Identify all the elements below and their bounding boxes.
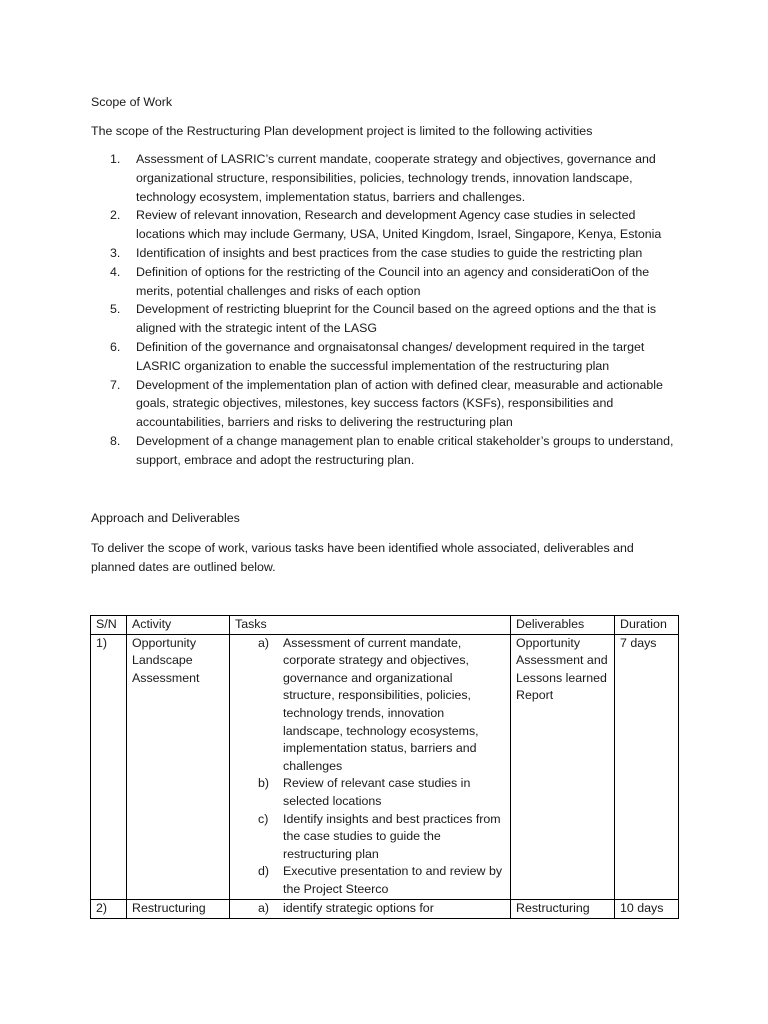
task-text: Identify insights and best practices from the case studies to guide the restructuring plan	[283, 811, 501, 861]
task-item	[235, 635, 505, 776]
scope-item	[91, 263, 681, 301]
header-duration: Duration	[615, 616, 679, 635]
list-text: Assessment of LASRIC’s current mandate, cooperate strategy and objectives, governance and organizational structure, responsibilities, policies, technology trends, innovation landscape, technology ecosystem, implementation status, barriers and challenges.	[136, 152, 656, 204]
list-text: Definition of options for the restricting of the Council into an agency and consideratiOon of the merits, potential challenges and risks of each option	[136, 264, 650, 298]
header-tasks: Tasks	[230, 616, 511, 635]
cell-activity: Restructuring	[127, 899, 230, 918]
table-header-row	[91, 616, 679, 635]
task-list	[235, 900, 505, 918]
task-text: Assessment of current mandate, corporate strategy and objectives, governance and organizational structure, responsibilities, policies, technology trends, innovation landscape, technology ecosystems, implementation status, barriers and challenges	[283, 635, 479, 773]
list-text: Identification of insights and best practices from the case studies to guide the restricting plan	[136, 245, 643, 260]
scope-item	[91, 300, 681, 338]
header-deliverables: Deliverables	[511, 616, 615, 635]
list-number: 7.	[110, 377, 121, 392]
list-number: 1.	[110, 152, 121, 166]
scope-intro: The scope of the Restructuring Plan development project is limited to the following activities	[91, 124, 593, 138]
header-sn: S/N	[91, 616, 127, 635]
list-number: 4.	[110, 264, 121, 279]
task-item	[235, 811, 505, 864]
scope-item	[91, 150, 681, 206]
task-letter: c)	[258, 811, 269, 826]
list-text: Development of a change management plan to enable critical stakeholder’s groups to understand, support, embrace and adopt the restructuring plan.	[136, 433, 674, 467]
list-text: Review of relevant innovation, Research and development Agency case studies in selected locations which may include Germany, USA, United Kingdom, Israel, Singapore, Kenya, Estonia	[136, 208, 662, 242]
scope-item	[91, 376, 681, 432]
list-text: Definition of the governance and orgnaisatonsal changes/ development required in the target LASRIC organization to enable the successful implementation of the restructuring plan	[136, 339, 645, 373]
list-number: 5.	[110, 302, 121, 317]
list-number: 6.	[110, 339, 121, 354]
task-item	[235, 863, 505, 898]
cell-tasks	[230, 634, 511, 899]
task-letter: b)	[258, 776, 270, 791]
scope-item	[91, 432, 681, 470]
approach-heading: Approach and Deliverables	[91, 511, 240, 525]
task-letter: a)	[258, 635, 270, 650]
scope-list	[91, 150, 681, 470]
scope-item	[91, 244, 681, 263]
task-letter: a)	[258, 900, 270, 915]
list-text: Development of restricting blueprint for the Council based on the agreed options and the that is aligned with the strategic intent of the LASG	[136, 302, 657, 336]
scope-item	[91, 206, 681, 244]
cell-sn: 1)	[91, 634, 127, 899]
scope-item	[91, 338, 681, 376]
cell-duration: 7 days	[615, 634, 679, 899]
cell-deliverables: Restructuring	[511, 899, 615, 918]
cell-activity: Opportunity Landscape Assessment	[127, 634, 230, 899]
task-text: Review of relevant case studies in selected locations	[283, 776, 471, 808]
table-row	[91, 634, 679, 899]
task-letter: d)	[258, 864, 270, 879]
approach-intro: To deliver the scope of work, various tasks have been identified whole associated, deliverables and planned dates are outlined below.	[91, 541, 634, 574]
table-row	[91, 899, 679, 918]
task-item	[235, 775, 505, 810]
list-number: 8.	[110, 433, 121, 448]
list-number: 3.	[110, 245, 121, 260]
cell-deliverables: Opportunity Assessment and Lessons learned Report	[511, 634, 615, 899]
list-number: 2.	[110, 208, 121, 223]
task-list	[235, 635, 505, 899]
list-text: Development of the implementation plan of action with defined clear, measurable and actionable goals, strategic objectives, milestones, key success factors (KSFs), responsibilities and accountabilities, barriers and risks to delivering the restructuring plan	[136, 377, 663, 430]
task-item	[235, 900, 505, 918]
cell-sn: 2)	[91, 899, 127, 918]
scope-heading: Scope of Work	[91, 95, 173, 109]
cell-duration: 10 days	[615, 899, 679, 918]
deliverables-table	[90, 615, 679, 919]
task-text: Executive presentation to and review by the Project Steerco	[283, 864, 503, 896]
header-activity: Activity	[127, 616, 230, 635]
task-text: identify strategic options for	[283, 900, 434, 915]
cell-tasks	[230, 899, 511, 918]
